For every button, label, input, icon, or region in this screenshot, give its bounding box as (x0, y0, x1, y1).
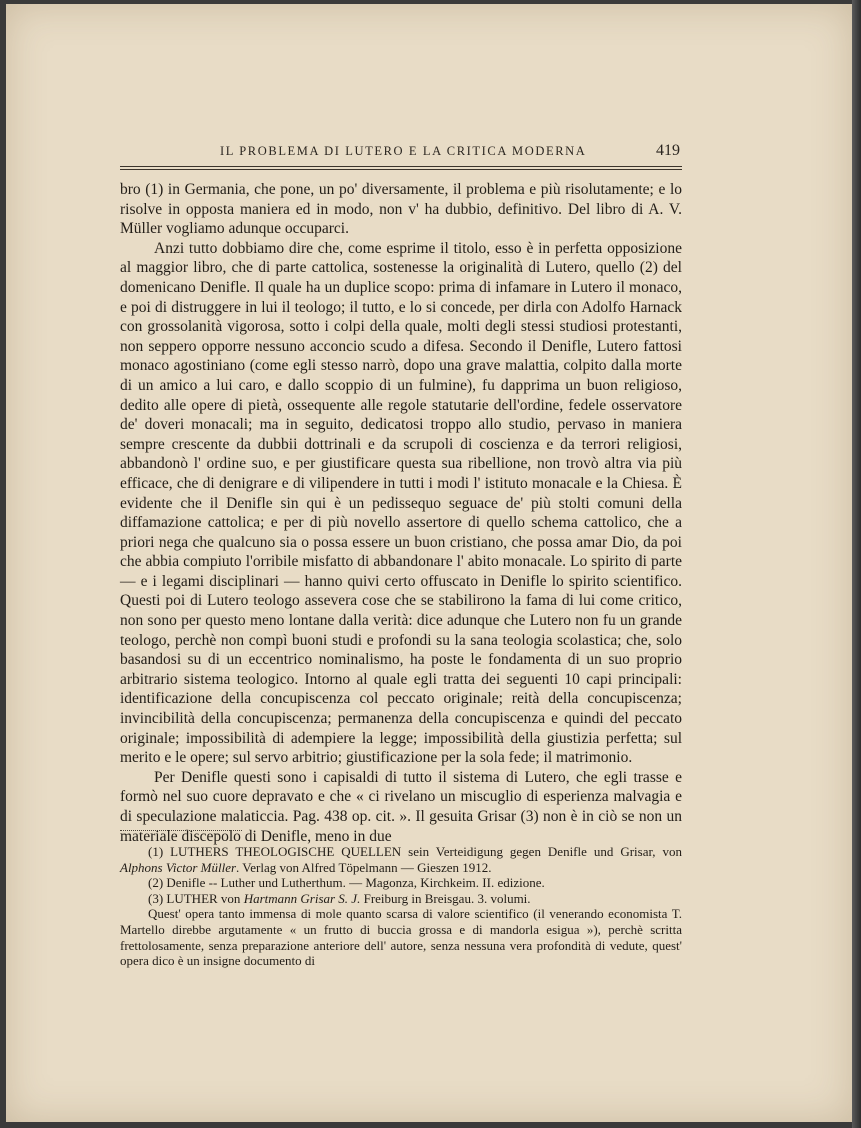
paragraph-3: Per Denifle questi sono i capisaldi di tutto il sistema di Lutero, che egli trasse e formò nel suo cuore depravato e che « ci rivelano un miscuglio di esperienza malvagia e di speculazione malaticcia. Pag. 438 op. cit. ». Il gesuita Grisar (3) non è in ciò se non un materiale discepolo di Denifle, meno in due (120, 768, 682, 845)
paragraph-2: Anzi tutto dobbiamo dire che, come esprime il titolo, esso è in perfetta opposizione al maggior libro, che di parte cattolica, sostenesse la originalità di Lutero, quello (2) del domenicano Denifle. Il quale ha un duplice scopo: prima di infamare in Lutero il monaco, e poi di distruggere in lui il teologo; il tutto, e lo si concede, per dirla con Adolfo Harnack con grossolanità vigorosa, sotto i colpi della quale, molti degli stessi studiosi protestanti, non seppero opporre nessuno acconcio scudo a difesa. Secondo il Denifle, Lutero fattosi monaco agostiniano (come egli stesso narrò, dopo una grave malattia, colpito dalla morte di un amico a lui caro, e dallo scoppio di un fulmine), fu dapprima un buon religioso, dedito alle opere di pietà, ossequente alle regole statutarie dell'ordine, fedele osservatore de' doveri monacali; ma in seguito, dedicatosi troppo allo studio, pervaso in maniera sempre crescente da dubbii dottrinali e da scrupoli di coscienza e da terrori religiosi, abbandonò l' ordine suo, e per giustificare questa sua ribellione, non trovò altra via più efficace, che di denigrare e di vilipendere in tutti i modi l' istituto monacale e la Chiesa. È evidente che il Denifle sin qui è un pedissequo seguace de' più stolti comuni della diffamazione cattolica; e per di più novello assertore di quello schema cattolico, che a priori nega che qualcuno sia o possa essere un buon cristiano, che possa amar Dio, da poi che abbia compiuto l'orribile misfatto di abbandonare l' abito monacale. Lo spirito di parte — e i legami disciplinari — hanno quivi certo offuscato in Denifle lo spirito scientifico. Questi poi di Lutero teologo assevera cose che se stabilirono la fama di lui come critico, non sono per questo meno lontane dalla verità: dice adunque che Lutero non fu un grande teologo, perchè non compì buoni studi e profondi su la sana teologia scolastica; che, solo basandosi su di un eccentrico nominalismo, ha poste le fondamenta di un suo proprio arbitrario sistema teologico. Intorno al quale egli tratta dei seguenti 10 capi principali: identificazione della concupiscenza col peccato originale; reità della concupiscenza; invincibilità della concupiscenza; permanenza della concupiscenza e quindi del peccato originale; impossibilità di adempiere la legge; impossibilità della giustizia perfetta; sul merito e le opere; sul servo arbitrio; giustificazione per la sola fede; il matrimonio. (120, 239, 682, 767)
footnote-3-text: (3) LUTHER von (148, 890, 244, 906)
footnote-1-text: (1) LUTHERS THEOLOGISCHE QUELLEN sein Verteidigung gegen Denifle und Grisar, von (148, 844, 682, 859)
footnote-continuation: Quest' opera tanto immensa di mole quanto scarsa di valore scientifico (il venerando economista T. Martello direbbe argutamente « un frutto di buccia grossa e di mandorla esigua »), perchè scritta frettolosamente, senza preparazione anteriore dell' autore, senza nessuna vera profondità di vedute, quest' opera dico è un insigne documento di (120, 906, 682, 969)
header-rule-bottom (120, 169, 682, 170)
running-title: IL PROBLEMA DI LUTERO E LA CRITICA MODERNA (220, 144, 587, 158)
footnote-1-author: Alphons Victor Müller (120, 859, 237, 875)
footnote-1 (120, 844, 682, 875)
page-edge (852, 0, 861, 1128)
footnote-2: (2) Denifle -- Luther und Lutherthum. — Magonza, Kirchkeim. II. edizione. (148, 875, 545, 891)
footnote-separator (120, 830, 242, 831)
footnotes (120, 844, 682, 969)
footnote-3 (120, 891, 682, 907)
header-rule-top (120, 166, 682, 167)
page-number: 419 (656, 142, 680, 159)
paragraph-1: bro (1) in Germania, che pone, un po' diversamente, il problema e più risolutamente; e lo risolve in opposta maniera ed in modo, non v' ha dubbio, definitivo. Del libro di A. V. Müller vogliamo adunque occuparci. (120, 181, 682, 238)
running-header (120, 142, 682, 164)
main-text (120, 180, 682, 846)
footnote-3-publisher: Freiburg in Breisgau. 3. volumi. (360, 890, 531, 906)
footnote-1-publisher: . Verlag von Alfred Töpelmann — Gieszen 1912. (236, 859, 492, 875)
footnote-3-author: Hartmann Grisar S. J. (243, 890, 361, 906)
